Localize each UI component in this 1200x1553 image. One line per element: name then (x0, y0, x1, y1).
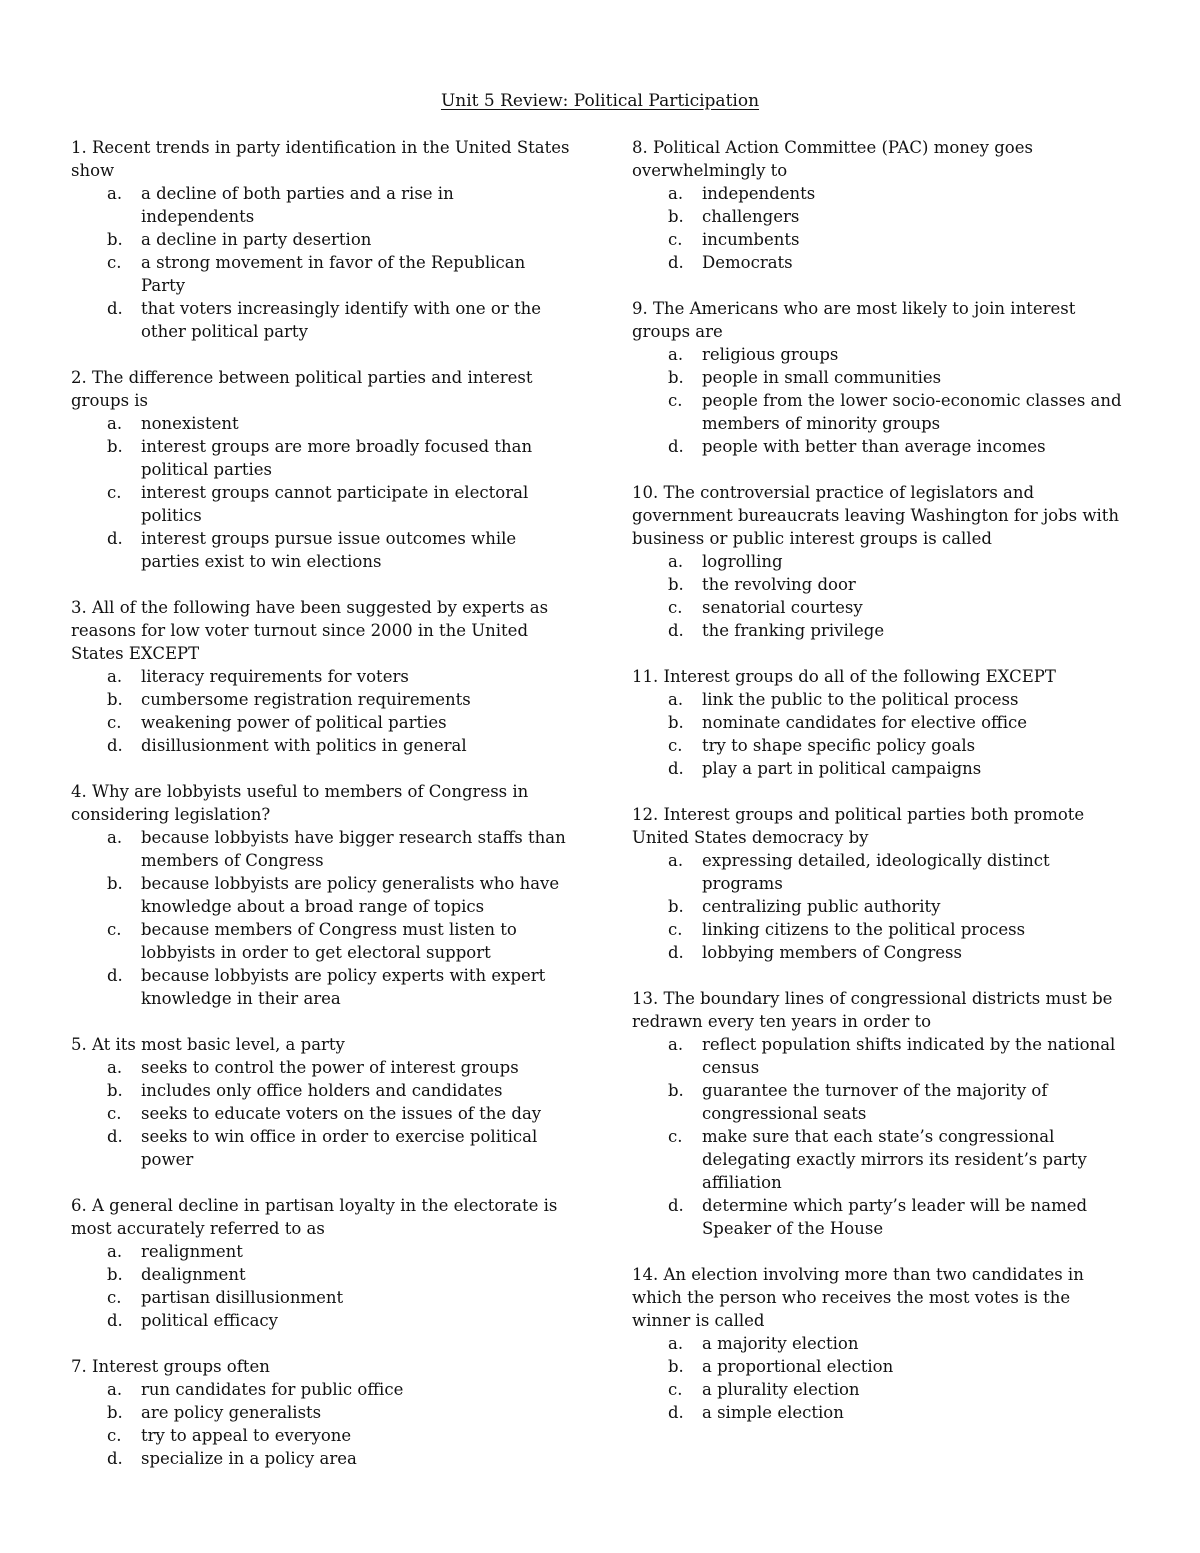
answer-option (71, 1424, 571, 1447)
option-list (632, 1332, 1130, 1424)
question-block (632, 297, 1130, 458)
question-block (71, 1033, 571, 1171)
answer-option (632, 711, 1130, 734)
answer-option (71, 1447, 571, 1470)
option-letter: b. (668, 1357, 684, 1376)
option-text: that voters increasingly identify with one or the other political party (141, 299, 542, 341)
question-stem: 5. At its most basic level, a party (71, 1035, 345, 1054)
question-stem: 13. The boundary lines of congressional districts must be redrawn every ten years in order to (632, 989, 1113, 1031)
option-letter: a. (668, 1334, 684, 1353)
option-text: logrolling (702, 552, 783, 571)
option-letter: d. (668, 1403, 684, 1422)
answer-option (71, 1240, 571, 1263)
option-text: the revolving door (702, 575, 856, 594)
option-letter: b. (107, 230, 123, 249)
option-letter: a. (107, 184, 123, 203)
option-text: disillusionment with politics in general (141, 736, 467, 755)
option-text: includes only office holders and candidates (141, 1081, 503, 1100)
option-text: try to shape specific policy goals (702, 736, 976, 755)
question-block (71, 1355, 571, 1470)
option-letter: d. (668, 943, 684, 962)
option-letter: b. (668, 575, 684, 594)
option-letter: c. (668, 1127, 683, 1146)
option-text: lobbying members of Congress (702, 943, 962, 962)
answer-option (632, 1125, 1130, 1194)
answer-option (632, 182, 1130, 205)
option-text: centralizing public authority (702, 897, 941, 916)
option-letter: d. (107, 529, 123, 548)
answer-option (71, 688, 571, 711)
option-letter: a. (668, 690, 684, 709)
option-text: cumbersome registration requirements (141, 690, 471, 709)
option-letter: a. (107, 414, 123, 433)
question-stem: 1. Recent trends in party identification in the United States show (71, 138, 570, 180)
option-letter: b. (107, 1403, 123, 1422)
answer-option (632, 366, 1130, 389)
option-text: a plurality election (702, 1380, 860, 1399)
answer-option (632, 1033, 1130, 1079)
answer-option (632, 343, 1130, 366)
option-list (71, 665, 571, 757)
option-letter: d. (107, 736, 123, 755)
answer-option (632, 205, 1130, 228)
option-text: independents (702, 184, 816, 203)
question-stem: 3. All of the following have been suggested by experts as reasons for low voter turnout since 2000 in the United States EXCEPT (71, 598, 549, 663)
option-list (632, 550, 1130, 642)
option-letter: b. (668, 897, 684, 916)
option-text: people from the lower socio-economic classes and members of minority groups (702, 391, 1122, 433)
option-letter: b. (107, 690, 123, 709)
option-text: because lobbyists are policy experts with expert knowledge in their area (141, 966, 546, 1008)
question-block (71, 366, 571, 573)
question-block (71, 1194, 571, 1332)
option-text: dealignment (141, 1265, 246, 1284)
option-list (632, 1033, 1130, 1240)
option-list (71, 412, 571, 573)
option-letter: c. (107, 1288, 122, 1307)
answer-option (71, 711, 571, 734)
option-text: Democrats (702, 253, 793, 272)
option-letter: c. (107, 920, 122, 939)
answer-option (71, 1102, 571, 1125)
option-text: literacy requirements for voters (141, 667, 409, 686)
answer-option (71, 297, 571, 343)
option-letter: c. (107, 253, 122, 272)
answer-option (632, 435, 1130, 458)
option-letter: b. (668, 713, 684, 732)
option-text: expressing detailed, ideologically distinct programs (702, 851, 1050, 893)
option-text: seeks to win office in order to exercise political power (141, 1127, 538, 1169)
option-text: nominate candidates for elective office (702, 713, 1028, 732)
option-text: make sure that each state’s congressional delegating exactly mirrors its resident’s party affiliation (702, 1127, 1087, 1192)
option-letter: a. (668, 851, 684, 870)
answer-option (71, 182, 571, 228)
option-list (632, 688, 1130, 780)
option-letter: b. (107, 1265, 123, 1284)
question-block (632, 987, 1130, 1240)
answer-option (71, 1125, 571, 1171)
option-letter: a. (668, 1035, 684, 1054)
answer-option (632, 1378, 1130, 1401)
answer-option (632, 1332, 1130, 1355)
option-letter: b. (668, 207, 684, 226)
option-letter: c. (107, 1426, 122, 1445)
option-letter: b. (107, 1081, 123, 1100)
option-letter: d. (107, 1127, 123, 1146)
left-column (71, 136, 571, 1493)
answer-option (71, 964, 571, 1010)
option-text: weakening power of political parties (141, 713, 447, 732)
answer-option (71, 527, 571, 573)
option-list (632, 849, 1130, 964)
question-block (71, 780, 571, 1010)
answer-option (632, 1401, 1130, 1424)
answer-option (632, 895, 1130, 918)
answer-option (71, 918, 571, 964)
option-letter: c. (107, 713, 122, 732)
option-letter: b. (107, 437, 123, 456)
option-letter: d. (107, 1449, 123, 1468)
answer-option (71, 1309, 571, 1332)
answer-option (632, 688, 1130, 711)
question-block (632, 665, 1130, 780)
question-stem: 10. The controversial practice of legislators and government bureaucrats leaving Washington for jobs with business or public interest groups is called (632, 483, 1120, 548)
answer-option (632, 941, 1130, 964)
option-letter: c. (668, 230, 683, 249)
option-text: challengers (702, 207, 800, 226)
answer-option (632, 918, 1130, 941)
option-text: a simple election (702, 1403, 844, 1422)
answer-option (71, 872, 571, 918)
option-text: realignment (141, 1242, 243, 1261)
question-stem: 9. The Americans who are most likely to join interest groups are (632, 299, 1076, 341)
answer-option (632, 619, 1130, 642)
option-text: religious groups (702, 345, 839, 364)
option-letter: d. (107, 1311, 123, 1330)
option-text: seeks to control the power of interest groups (141, 1058, 519, 1077)
answer-option (632, 1079, 1130, 1125)
option-letter: d. (107, 966, 123, 985)
option-list (71, 1240, 571, 1332)
option-letter: d. (668, 437, 684, 456)
option-letter: d. (668, 621, 684, 640)
answer-option (632, 849, 1130, 895)
question-stem: 12. Interest groups and political parties both promote United States democracy by (632, 805, 1085, 847)
answer-option (71, 665, 571, 688)
option-text: because members of Congress must listen to lobbyists in order to get electoral support (141, 920, 517, 962)
question-block (632, 481, 1130, 642)
right-column (632, 136, 1130, 1447)
answer-option (71, 1079, 571, 1102)
question-block (71, 596, 571, 757)
answer-option (71, 251, 571, 297)
answer-option (632, 596, 1130, 619)
option-text: a strong movement in favor of the Republican Party (141, 253, 526, 295)
option-letter: b. (668, 368, 684, 387)
option-letter: d. (668, 759, 684, 778)
option-text: the franking privilege (702, 621, 885, 640)
option-list (71, 1378, 571, 1470)
answer-option (632, 550, 1130, 573)
answer-option (632, 573, 1130, 596)
option-letter: c. (668, 736, 683, 755)
question-stem: 7. Interest groups often (71, 1357, 270, 1376)
answer-option (632, 1355, 1130, 1378)
question-stem: 8. Political Action Committee (PAC) money goes overwhelmingly to (632, 138, 1033, 180)
option-list (632, 343, 1130, 458)
option-letter: c. (107, 483, 122, 502)
question-block (632, 1263, 1130, 1424)
option-text: a majority election (702, 1334, 859, 1353)
question-block (632, 803, 1130, 964)
question-block (632, 136, 1130, 274)
option-text: incumbents (702, 230, 800, 249)
option-text: are policy generalists (141, 1403, 322, 1422)
option-letter: a. (107, 828, 123, 847)
option-text: linking citizens to the political process (702, 920, 1026, 939)
option-text: determine which party’s leader will be named Speaker of the House (702, 1196, 1088, 1238)
answer-option (632, 757, 1130, 780)
option-text: a decline of both parties and a rise in independents (141, 184, 454, 226)
answer-option (632, 251, 1130, 274)
option-list (632, 182, 1130, 274)
option-letter: c. (668, 1380, 683, 1399)
option-text: a proportional election (702, 1357, 894, 1376)
option-text: because lobbyists are policy generalists who have knowledge about a broad range of topics (141, 874, 560, 916)
answer-option (71, 1286, 571, 1309)
option-letter: b. (668, 1081, 684, 1100)
option-letter: d. (668, 253, 684, 272)
option-letter: a. (107, 1242, 123, 1261)
answer-option (71, 734, 571, 757)
option-text: link the public to the political process (702, 690, 1019, 709)
question-stem: 2. The difference between political parties and interest groups is (71, 368, 533, 410)
answer-option (632, 734, 1130, 757)
question-stem: 4. Why are lobbyists useful to members of Congress in considering legislation? (71, 782, 529, 824)
option-letter: c. (107, 1104, 122, 1123)
option-letter: d. (668, 1196, 684, 1215)
option-list (71, 826, 571, 1010)
option-letter: c. (668, 598, 683, 617)
answer-option (71, 1401, 571, 1424)
option-text: because lobbyists have bigger research staffs than members of Congress (141, 828, 566, 870)
option-text: reflect population shifts indicated by the national census (702, 1035, 1116, 1077)
answer-option (632, 228, 1130, 251)
option-letter: d. (107, 299, 123, 318)
option-text: interest groups are more broadly focused than political parties (141, 437, 533, 479)
answer-option (632, 389, 1130, 435)
option-text: nonexistent (141, 414, 239, 433)
option-letter: c. (668, 920, 683, 939)
option-letter: b. (107, 874, 123, 893)
option-text: specialize in a policy area (141, 1449, 357, 1468)
option-text: play a part in political campaigns (702, 759, 982, 778)
question-stem: 14. An election involving more than two candidates in which the person who receives the most votes is the winner is called (632, 1265, 1084, 1330)
option-letter: a. (107, 1058, 123, 1077)
option-text: interest groups cannot participate in electoral politics (141, 483, 529, 525)
option-text: people in small communities (702, 368, 942, 387)
option-text: political efficacy (141, 1311, 278, 1330)
answer-option (71, 1056, 571, 1079)
answer-option (632, 1194, 1130, 1240)
option-text: partisan disillusionment (141, 1288, 344, 1307)
option-letter: c. (668, 391, 683, 410)
option-text: interest groups pursue issue outcomes while parties exist to win elections (141, 529, 517, 571)
question-stem: 6. A general decline in partisan loyalty in the electorate is most accurately referred to as (71, 1196, 558, 1238)
option-text: seeks to educate voters on the issues of the day (141, 1104, 542, 1123)
option-list (71, 1056, 571, 1171)
answer-option (71, 435, 571, 481)
answer-option (71, 481, 571, 527)
question-stem: 11. Interest groups do all of the following EXCEPT (632, 667, 1056, 686)
option-text: run candidates for public office (141, 1380, 404, 1399)
option-letter: a. (668, 184, 684, 203)
option-letter: a. (107, 1380, 123, 1399)
option-text: a decline in party desertion (141, 230, 372, 249)
option-letter: a. (668, 345, 684, 364)
option-text: guarantee the turnover of the majority of congressional seats (702, 1081, 1048, 1123)
answer-option (71, 1263, 571, 1286)
option-list (71, 182, 571, 343)
answer-option (71, 1378, 571, 1401)
page-title: Unit 5 Review: Political Participation (440, 91, 760, 111)
question-block (71, 136, 571, 343)
option-letter: a. (668, 552, 684, 571)
option-text: people with better than average incomes (702, 437, 1046, 456)
answer-option (71, 826, 571, 872)
option-text: senatorial courtesy (702, 598, 863, 617)
option-text: try to appeal to everyone (141, 1426, 352, 1445)
option-letter: a. (107, 667, 123, 686)
answer-option (71, 228, 571, 251)
answer-option (71, 412, 571, 435)
